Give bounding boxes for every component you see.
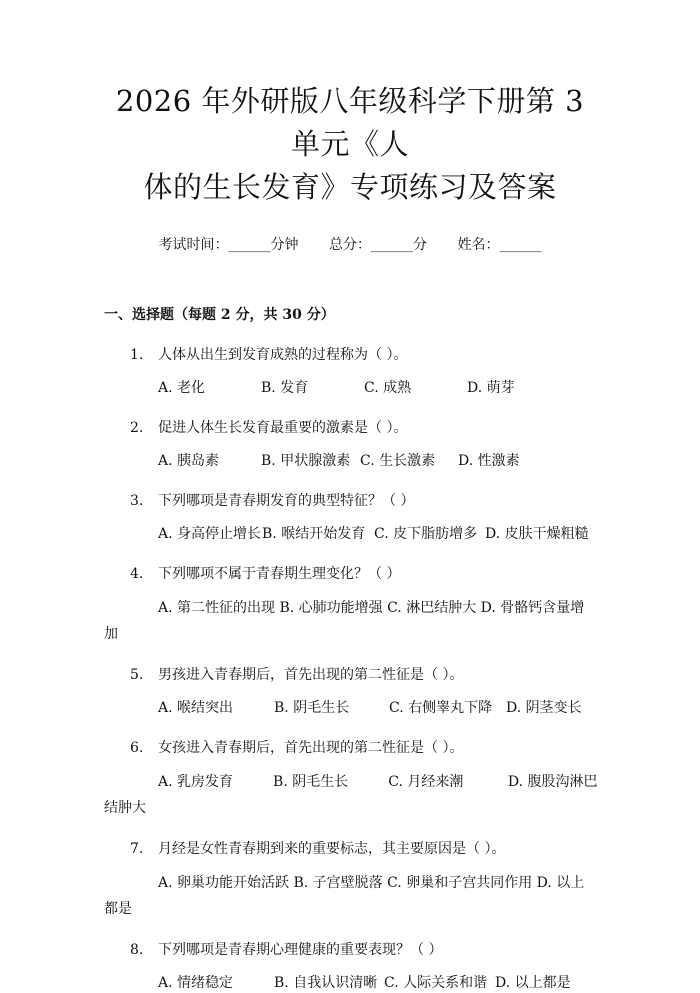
options-line: A. 乳房发育 B. 阴毛生长 C. 月经来潮 D. 腹股沟淋巴	[158, 774, 598, 790]
question-4	[104, 564, 596, 645]
option-d: D. 萌芽	[467, 380, 515, 396]
section-title: 一、选择题（每题 2 分，共 30 分）	[104, 307, 335, 323]
question-text: 下列哪项是青春期心理健康的重要表现？（ ）	[158, 942, 443, 958]
question-number: 4.	[130, 566, 144, 582]
question-8	[104, 940, 596, 993]
option-c: C. 人际关系和谐	[384, 975, 488, 991]
title-line-2: 体的生长发育》专项练习及答案	[143, 170, 557, 204]
options-tail: 都是	[104, 901, 132, 917]
document-title	[104, 80, 596, 209]
option-a: A. 喉结突出	[158, 700, 234, 716]
option-c: C. 皮下脂肪增多	[374, 526, 478, 542]
options-tail: 结肿大	[104, 800, 146, 816]
question-number: 8.	[130, 942, 144, 958]
option-c: C. 生长激素	[360, 453, 436, 469]
question-text: 下列哪项是青春期发育的典型特征？（ ）	[158, 493, 415, 509]
question-text: 月经是女性青春期到来的重要标志，其主要原因是（ ）。	[158, 841, 506, 857]
question-number: 7.	[130, 841, 144, 857]
exam-name: 姓名：______	[457, 237, 542, 253]
options-line: A. 卵巢功能开始活跃 B. 子宫壁脱落 C. 卵巢和子宫共同作用 D. 以上	[158, 875, 585, 891]
option-c: C. 右侧睾丸下降	[389, 700, 493, 716]
option-d: D. 阴茎变长	[506, 700, 582, 716]
options-line: A. 第二性征的出现 B. 心肺功能增强 C. 淋巴结肿大 D. 骨骼钙含量增	[158, 600, 585, 616]
title-line-1: 2026 年外研版八年级科学下册第 3 单元《人	[115, 84, 585, 161]
question-number: 5.	[130, 667, 144, 683]
question-3	[104, 491, 596, 544]
question-number: 6.	[130, 740, 144, 756]
exam-info	[104, 235, 596, 255]
question-number: 3.	[130, 493, 144, 509]
question-number: 1.	[130, 347, 144, 363]
question-5	[104, 665, 596, 718]
option-b: B. 喉结开始发育	[262, 526, 366, 542]
option-a: A. 胰岛素	[158, 453, 220, 469]
question-2	[104, 418, 596, 471]
option-d: D. 性激素	[458, 453, 520, 469]
options-tail: 加	[104, 626, 118, 642]
option-a: A. 身高停止增长	[158, 526, 262, 542]
option-c: C. 成熟	[364, 380, 412, 396]
question-text: 女孩进入青春期后，首先出现的第二性征是（ ）。	[158, 740, 464, 756]
option-b: B. 甲状腺激素	[261, 453, 351, 469]
question-text: 促进人体生长发育最重要的激素是（ ）。	[158, 420, 408, 436]
option-d: D. 皮肤干燥粗糙	[485, 526, 589, 542]
option-a: A. 情绪稳定	[158, 975, 234, 991]
option-b: B. 阴毛生长	[274, 700, 350, 716]
question-6	[104, 738, 596, 819]
question-text: 男孩进入青春期后，首先出现的第二性征是（ ）。	[158, 667, 464, 683]
question-1	[104, 345, 596, 398]
question-text: 下列哪项不属于青春期生理变化？（ ）	[158, 566, 401, 582]
option-a: A. 老化	[158, 380, 206, 396]
exam-time: 考试时间：______分钟	[158, 237, 299, 253]
exam-score: 总分：______分	[329, 237, 427, 253]
question-7	[104, 839, 596, 920]
option-b: B. 自我认识清晰	[274, 975, 378, 991]
option-d: D. 以上都是	[495, 975, 571, 991]
option-b: B. 发育	[261, 380, 309, 396]
question-number: 2.	[130, 420, 144, 436]
question-text: 人体从出生到发育成熟的过程称为（ ）。	[158, 347, 408, 363]
